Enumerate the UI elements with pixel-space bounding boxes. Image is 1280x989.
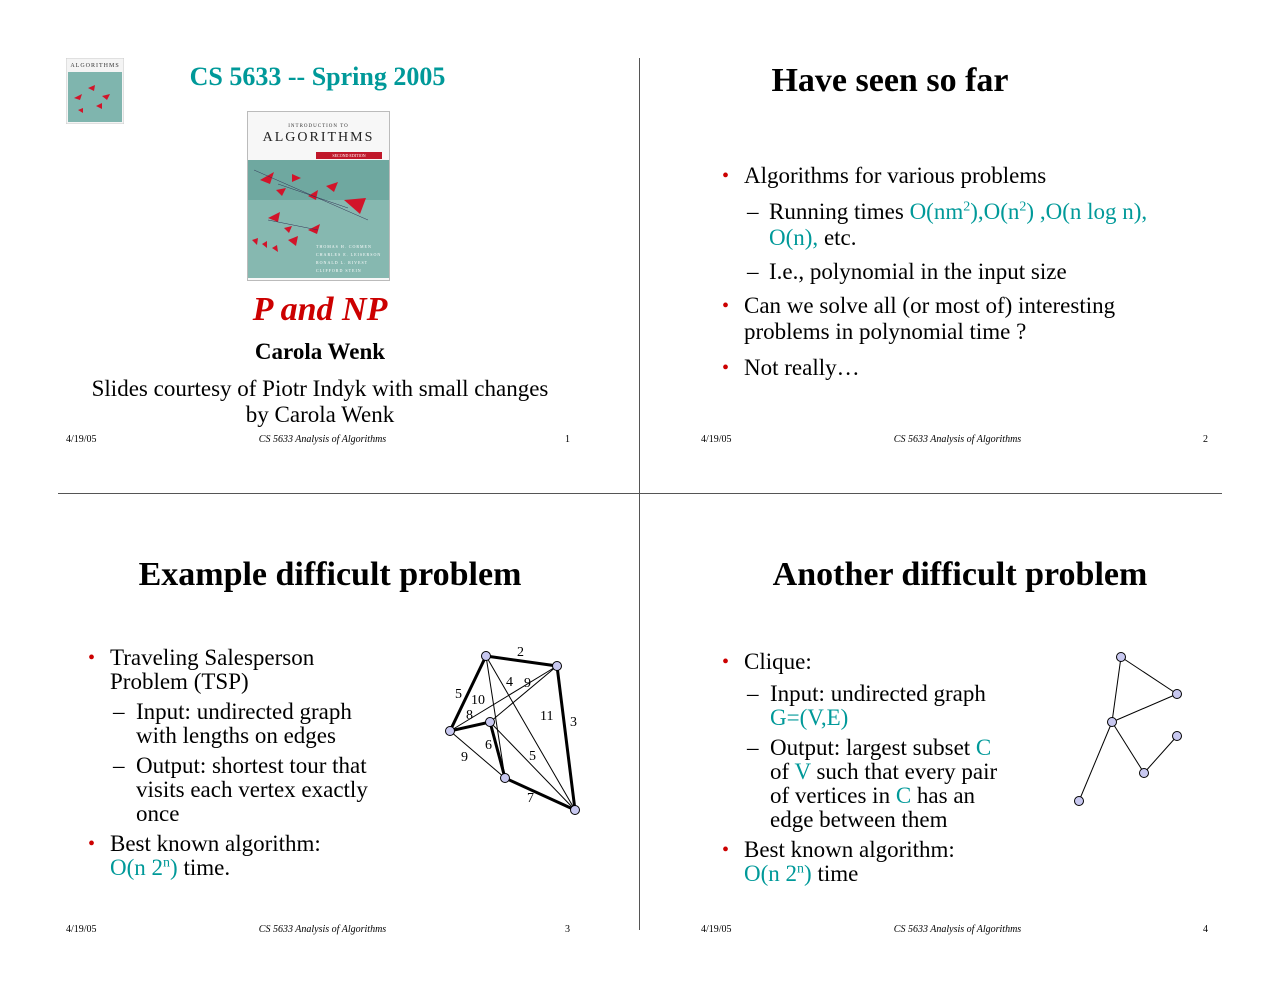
slide4-complexity: O(n 2 xyxy=(744,861,798,886)
clique-nodes xyxy=(1075,653,1182,806)
sup-2b: 2 xyxy=(1019,199,1027,215)
tsp-label: 11 xyxy=(540,709,554,724)
book-cover xyxy=(247,111,390,281)
slide4-sub-2-t6: of vertices in xyxy=(770,783,896,808)
clique-node xyxy=(1108,718,1117,727)
slide4-sub-2-t9: edge between them xyxy=(770,807,948,832)
slide1-footer-course xyxy=(200,434,445,445)
slide1-credit-line2: by Carola Wenk xyxy=(245,402,395,427)
bullet-dot: • xyxy=(722,295,730,317)
slide4-sub-1-line1: Input: undirected graph xyxy=(770,681,986,706)
slide2-bullet-3 xyxy=(722,355,1202,381)
slide3-complexity: O(n 2 xyxy=(110,855,164,880)
clique-edge xyxy=(1112,694,1177,722)
tsp-label: 10 xyxy=(471,693,485,708)
slide3-sup-n: n xyxy=(163,855,171,871)
slide4-title: Another difficult problem xyxy=(772,556,1148,593)
bullet-dot: • xyxy=(722,165,730,187)
sub-dash: – xyxy=(113,699,125,724)
sub-dash: – xyxy=(747,199,759,224)
slide2-title: Have seen so far xyxy=(771,62,1009,99)
slide3-bullet-2 xyxy=(88,832,408,880)
book-title: ALGORITHMS xyxy=(262,130,375,145)
sub-dash: – xyxy=(113,753,125,778)
clique-edge xyxy=(1121,657,1177,694)
slide2-footer-page: 2 xyxy=(1203,434,1208,445)
tsp-edge xyxy=(450,731,505,778)
course-title: CS 5633 -- Spring 2005 xyxy=(189,62,446,91)
slide2-bullets xyxy=(722,163,1202,391)
book-intro: INTRODUCTION TO xyxy=(288,124,349,129)
clique-node xyxy=(1075,797,1084,806)
slide2-bullet-3-text: Not really… xyxy=(744,355,860,380)
book-author-2: CHARLES E. LEISERSON xyxy=(316,252,382,257)
slide4-bullet-1-text: Clique: xyxy=(744,649,812,674)
book-thumbnail xyxy=(66,58,124,124)
slide3-bullet-1 xyxy=(88,646,408,694)
slide4-complexity-close: ) xyxy=(804,861,812,886)
tsp-label: 3 xyxy=(570,715,577,730)
clique-node xyxy=(1173,690,1182,699)
clique-edges xyxy=(1079,657,1177,801)
bullet-dot: • xyxy=(722,357,730,379)
slide3-time: time. xyxy=(177,855,231,880)
book-edition: SECOND EDITION xyxy=(316,152,382,159)
slide3-bullet-2-line1: Best known algorithm: xyxy=(110,831,321,856)
slide4-bullet-2-line1: Best known algorithm: xyxy=(744,837,955,862)
tsp-graph xyxy=(430,636,600,826)
slide4-bullet-2 xyxy=(722,838,1062,886)
slide2-bullet-2 xyxy=(722,293,1202,345)
slide2-footer-date: 4/19/05 xyxy=(701,434,732,445)
bullet-dot: • xyxy=(722,839,730,861)
tsp-label: 9 xyxy=(461,750,468,765)
slide3-bullet-1-line2: Problem (TSP) xyxy=(110,669,249,694)
bullet-dot: • xyxy=(88,833,96,855)
slide3-sub-2 xyxy=(88,754,408,826)
slide4-sub-2-C2: C xyxy=(895,783,912,808)
complexity-nm2: O(nm xyxy=(909,199,964,224)
complexity-nlogn: ) ,O(n log n), xyxy=(1026,199,1148,224)
slide1-footer-page: 1 xyxy=(565,434,570,445)
tsp-node xyxy=(571,806,580,815)
tsp-label: 9 xyxy=(524,676,531,691)
slide3-sub-1-line1: Input: undirected graph xyxy=(136,699,352,724)
book-author-3: RONALD L. RIVEST xyxy=(316,260,369,265)
clique-edge xyxy=(1144,736,1177,773)
clique-node xyxy=(1117,653,1126,662)
slide3-title: Example difficult problem xyxy=(138,556,522,593)
slide4-sub-2-t3: of xyxy=(770,759,795,784)
clique-edge xyxy=(1112,657,1121,722)
slide4-sub-2-C1: C xyxy=(975,735,992,760)
tsp-node xyxy=(482,652,491,661)
slide2-sub-1-prefix: Running times xyxy=(769,199,910,224)
slide4-footer-course-text: CS 5633 Analysis of Algorithms xyxy=(893,924,1022,935)
tsp-label: 6 xyxy=(485,738,492,753)
slide4-sub-2-t1: Output: largest subset xyxy=(770,735,976,760)
slide4-sub-2 xyxy=(722,736,1062,832)
slide3-sub-1 xyxy=(88,700,408,748)
tsp-label: 5 xyxy=(455,687,462,702)
slide3-footer-course xyxy=(200,924,445,935)
slide1-footer-date: 4/19/05 xyxy=(66,434,97,445)
slide3-footer-date: 4/19/05 xyxy=(66,924,97,935)
slide3-sub-2-line2: visits each vertex exactly xyxy=(136,777,368,802)
tsp-label: 2 xyxy=(517,645,524,660)
slide1-title: P and NP xyxy=(252,291,388,328)
slide4-sub-2-V: V xyxy=(794,759,811,784)
book-author-1: THOMAS H. CORMEN xyxy=(316,244,372,249)
slide2-sub-1 xyxy=(722,199,1202,251)
slide2-sub-2 xyxy=(722,259,1202,285)
slide2-sub-2-text: I.e., polynomial in the input size xyxy=(769,259,1067,284)
slide3-sub-1-line2: with lengths on edges xyxy=(136,723,336,748)
slide1-author: Carola Wenk xyxy=(254,339,386,364)
sub-dash: – xyxy=(747,259,759,284)
slide2-footer-course xyxy=(835,434,1080,445)
slide4-sup-n: n xyxy=(797,861,805,877)
slide3-bullets xyxy=(88,646,408,886)
sup-2a: 2 xyxy=(963,199,971,215)
slide2-bullet-2-line1: Can we solve all (or most of) interesting xyxy=(744,293,1116,318)
slide4-bullets xyxy=(722,650,1062,892)
clique-graph xyxy=(1065,645,1195,815)
slide4-footer-date: 4/19/05 xyxy=(701,924,732,935)
slide4-footer-course xyxy=(835,924,1080,935)
slide3-footer-page: 3 xyxy=(565,924,570,935)
bullet-dot: • xyxy=(722,651,730,673)
slide3-sub-2-line3: once xyxy=(136,801,180,826)
slide2-bullet-1 xyxy=(722,163,1202,189)
tsp-node xyxy=(446,727,455,736)
clique-edge xyxy=(1112,722,1144,773)
slide2-bullet-1-text: Algorithms for various problems xyxy=(744,163,1047,188)
slide2-footer-course-text: CS 5633 Analysis of Algorithms xyxy=(893,434,1022,445)
tsp-label: 5 xyxy=(529,749,536,764)
complexity-n: O(n), xyxy=(769,225,819,250)
book-thumbnail-title: ALGORITHMS xyxy=(70,63,120,69)
bullet-dot: • xyxy=(88,647,96,669)
clique-node xyxy=(1173,732,1182,741)
slide3-sub-2-line1: Output: shortest tour that xyxy=(136,753,367,778)
tsp-label: 7 xyxy=(527,791,534,806)
slide4-footer-page: 4 xyxy=(1203,924,1208,935)
slide3-bullet-1-line1: Traveling Salesperson xyxy=(110,645,315,670)
tsp-label: 4 xyxy=(506,675,513,690)
horizontal-divider xyxy=(58,493,1222,494)
slide4-sub-1-line2: G=(V,E) xyxy=(770,705,849,730)
slide3-complexity-close: ) xyxy=(170,855,178,880)
slide1-credit-line1: Slides courtesy of Piotr Indyk with small changes xyxy=(91,376,549,401)
slide3-footer-course-text: CS 5633 Analysis of Algorithms xyxy=(258,924,387,935)
book-author-4: CLIFFORD STEIN xyxy=(316,268,362,273)
slide2-bullet-2-line2: problems in polynomial time ? xyxy=(744,319,1027,344)
tsp-node xyxy=(553,662,562,671)
tsp-label: 8 xyxy=(466,708,473,723)
sub-dash: – xyxy=(747,735,759,760)
tsp-node xyxy=(486,718,495,727)
slide4-sub-1 xyxy=(722,682,1062,730)
slide4-bullet-1 xyxy=(722,650,1062,674)
tsp-node xyxy=(501,774,510,783)
slide4-sub-2-t8: has an xyxy=(911,783,976,808)
clique-node xyxy=(1140,769,1149,778)
clique-edge xyxy=(1079,722,1112,801)
sub-dash: – xyxy=(747,681,759,706)
slide2-sub-1-suffix: etc. xyxy=(818,225,857,250)
vertical-divider xyxy=(639,58,640,930)
slide1-footer-course-text: CS 5633 Analysis of Algorithms xyxy=(258,434,387,445)
slide4-time: time xyxy=(811,861,859,886)
complexity-n2: ),O(n xyxy=(970,199,1020,224)
slide4-sub-2-t5: such that every pair xyxy=(810,759,998,784)
